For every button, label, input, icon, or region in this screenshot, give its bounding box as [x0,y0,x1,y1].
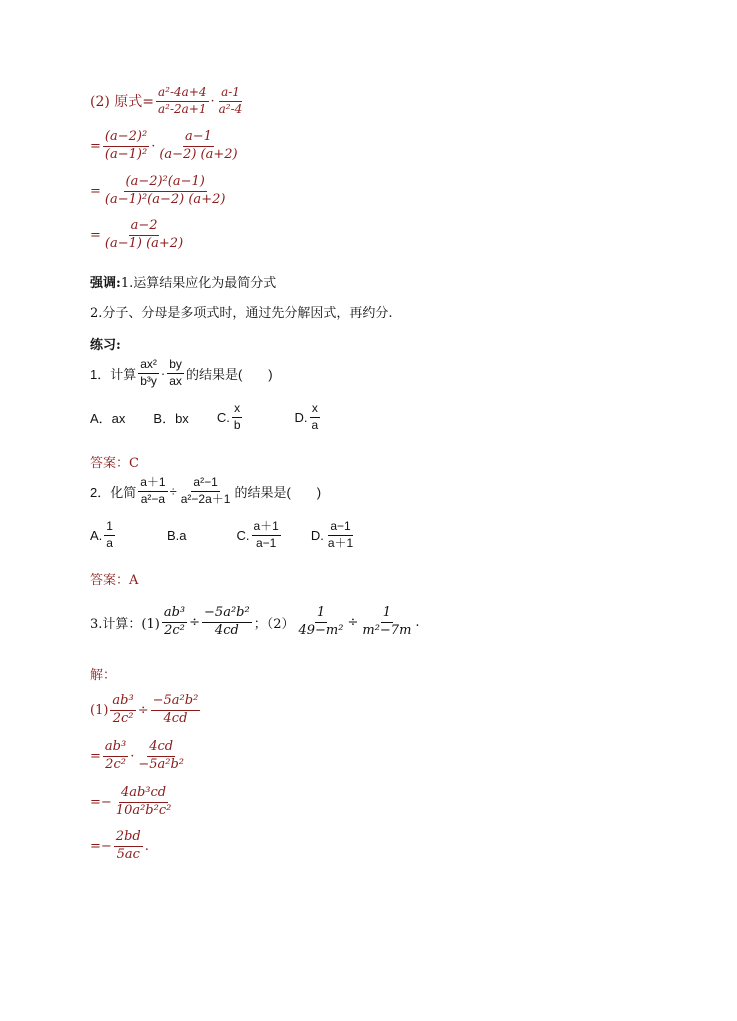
fraction-denominator: b³y [140,373,157,388]
fraction-denominator: a [311,417,319,432]
fraction-denominator: 2c² [164,622,185,638]
fraction-numerator: by [167,358,184,374]
q1-option-c-fraction [232,402,243,433]
question-3 [90,606,420,639]
fraction-numerator: −5a²b² [202,606,252,623]
question-2 [90,476,321,507]
ex2-step-2 [90,175,229,208]
q2-fraction-2 [179,476,233,507]
solution-l3-fraction [114,786,174,819]
fraction-denominator: 2c² [105,756,126,772]
q2-option-a-label: A. [90,527,103,543]
solution-l2-fraction-1 [103,740,128,773]
q1-option-c-label: C. [216,409,230,425]
fraction-denominator: 49−m² [298,622,344,638]
fraction-numerator: a²−1 [191,476,219,492]
ex2-step1-fraction-1 [103,130,149,163]
fraction-numerator: ab³ [110,694,135,711]
q2-suffix: 的结果是( ) [234,484,322,500]
q2-answer-text: 答案：A [90,573,139,588]
q2-option-d-fraction [326,520,355,551]
divide-sign: ÷ [169,483,177,499]
q2-option-d-label: D. [310,527,324,543]
q2-fraction-1 [138,476,167,507]
divide-sign: ÷ [189,614,201,630]
equals-minus-sign: =− [90,794,112,810]
ex2-step-1 [90,130,242,163]
ex2-fraction-1 [156,86,209,117]
solution-l2-fraction-2 [136,740,186,773]
q1-fraction-2 [167,358,184,389]
equals-minus-sign: =− [90,838,112,854]
fraction-denominator: a²−a [140,491,166,506]
solution-label [90,664,116,683]
emphasis-line-2 [90,302,393,321]
fraction-denominator: 10a²b²c² [115,802,172,818]
q1-prefix: 1．计算 [90,366,137,382]
equals-sign: = [90,748,101,764]
solution-l4-fraction [114,830,143,863]
fraction-numerator: 4cd [147,740,175,757]
fraction-numerator: a−2 [129,219,160,236]
fraction-denominator: a−1 [256,535,277,550]
emphasis-point-1: 1.运算结果应化为最简分式 [120,276,277,291]
fraction-numerator: a-1 [219,86,242,102]
fraction-denominator: (a−2) (a+2) [159,146,238,162]
practice-heading-text: 练习: [90,338,121,353]
q3-prefix: 3.计算：(1) [90,616,160,632]
fraction-numerator: 4ab³cd [119,786,168,803]
ex2-step-3 [90,219,187,252]
multiply-dot: · [210,93,215,109]
fraction-denominator: (a−1)² [104,146,148,162]
fraction-denominator: 5ac [116,846,140,862]
q2-prefix: 2．化简 [90,484,137,500]
equals-sign: = [90,138,101,154]
fraction-numerator: −5a²b² [151,694,201,711]
q3-part2-fraction-2 [360,606,413,639]
emphasis-line-1 [90,272,276,291]
fraction-denominator: a²-2a+1 [158,101,207,116]
q2-option-c-label: C. [236,527,250,543]
fraction-denominator: ax [169,373,182,388]
solution-line-4 [90,830,149,863]
fraction-numerator: (a−2)² [103,130,149,147]
question-1 [90,358,273,389]
q2-option-a-fraction [104,520,115,551]
solution-part-label: (1) [90,702,109,718]
q2-option-c-fraction [252,520,281,551]
fraction-denominator: a²-4 [218,101,243,116]
fraction-denominator: b [233,417,241,432]
equals-sign: = [90,227,101,243]
q1-answer [90,452,139,471]
q3-part2-fraction-1 [296,606,345,639]
ex2-fraction-2 [217,86,245,117]
fraction-numerator: 2bd [114,830,143,847]
q3-end: . [415,614,420,630]
q1-fraction-1 [138,358,159,389]
q2-answer [90,569,138,588]
q1-option-b: B．bx [153,410,189,426]
fraction-numerator: a＋1 [138,476,167,492]
ex2-step1-fraction-2 [157,130,239,163]
fraction-numerator: a＋1 [252,520,281,536]
fraction-denominator: a＋1 [327,535,354,550]
multiply-dot: · [130,748,135,764]
solution-label-text: 解： [90,668,117,683]
fraction-denominator: (a−1)²(a−2) (a+2) [104,191,226,207]
q2-options [90,520,357,551]
fraction-numerator: a−1 [328,520,352,536]
q1-option-d-fraction [310,402,321,433]
solution-end: . [144,838,149,854]
solution-line-3 [90,786,175,819]
ex2-label: (2) 原式= [90,94,155,111]
fraction-denominator: 4cd [214,622,239,638]
ex2-step3-fraction [103,219,185,252]
fraction-numerator: a²-4a+4 [156,86,209,102]
solution-line-1 [90,694,202,727]
multiply-dot: · [151,138,156,154]
q1-option-d-label: D. [294,409,308,425]
q1-option-a: A．ax [90,410,126,426]
q1-suffix: 的结果是( ) [185,366,273,382]
solution-l1-fraction-1 [110,694,135,727]
fraction-numerator: a−1 [183,130,214,147]
q3-part1-fraction-2 [202,606,252,639]
fraction-numerator: 1 [104,520,115,536]
fraction-numerator: (a−2)²(a−1) [124,175,207,192]
ex2-line-1 [90,86,246,117]
fraction-numerator: x [232,402,242,418]
equals-sign: = [90,183,101,199]
fraction-numerator: x [310,402,320,418]
fraction-denominator: −5a²b² [138,756,185,772]
multiply-dot: · [160,365,166,381]
q3-part1-fraction-1 [162,606,187,639]
q3-separator: ；（2） [253,616,295,632]
practice-heading [90,334,121,353]
fraction-denominator: a [106,535,113,550]
fraction-denominator: 2c² [112,710,134,726]
fraction-denominator: 4cd [163,710,188,726]
divide-sign: ÷ [347,614,359,630]
fraction-denominator: m²−7m [362,622,412,638]
solution-line-2 [90,740,188,773]
emphasis-point-2: 2.分子、分母是多项式时，通过先分解因式，再约分. [90,306,393,321]
fraction-numerator: ab³ [162,606,187,623]
fraction-denominator: (a−1) (a+2) [104,235,184,251]
fraction-numerator: 1 [381,606,393,623]
q1-answer-text: 答案：C [90,456,139,471]
divide-sign: ÷ [137,702,149,718]
fraction-numerator: ax² [138,358,159,374]
fraction-numerator: 1 [315,606,327,623]
ex2-step2-fraction [103,175,228,208]
fraction-numerator: ab³ [103,740,128,757]
q1-options [90,402,322,433]
q2-option-b: B.a [166,527,187,543]
solution-l1-fraction-2 [151,694,201,727]
emphasis-label: 强调: [90,276,121,291]
fraction-denominator: a²−2a＋1 [180,491,231,506]
